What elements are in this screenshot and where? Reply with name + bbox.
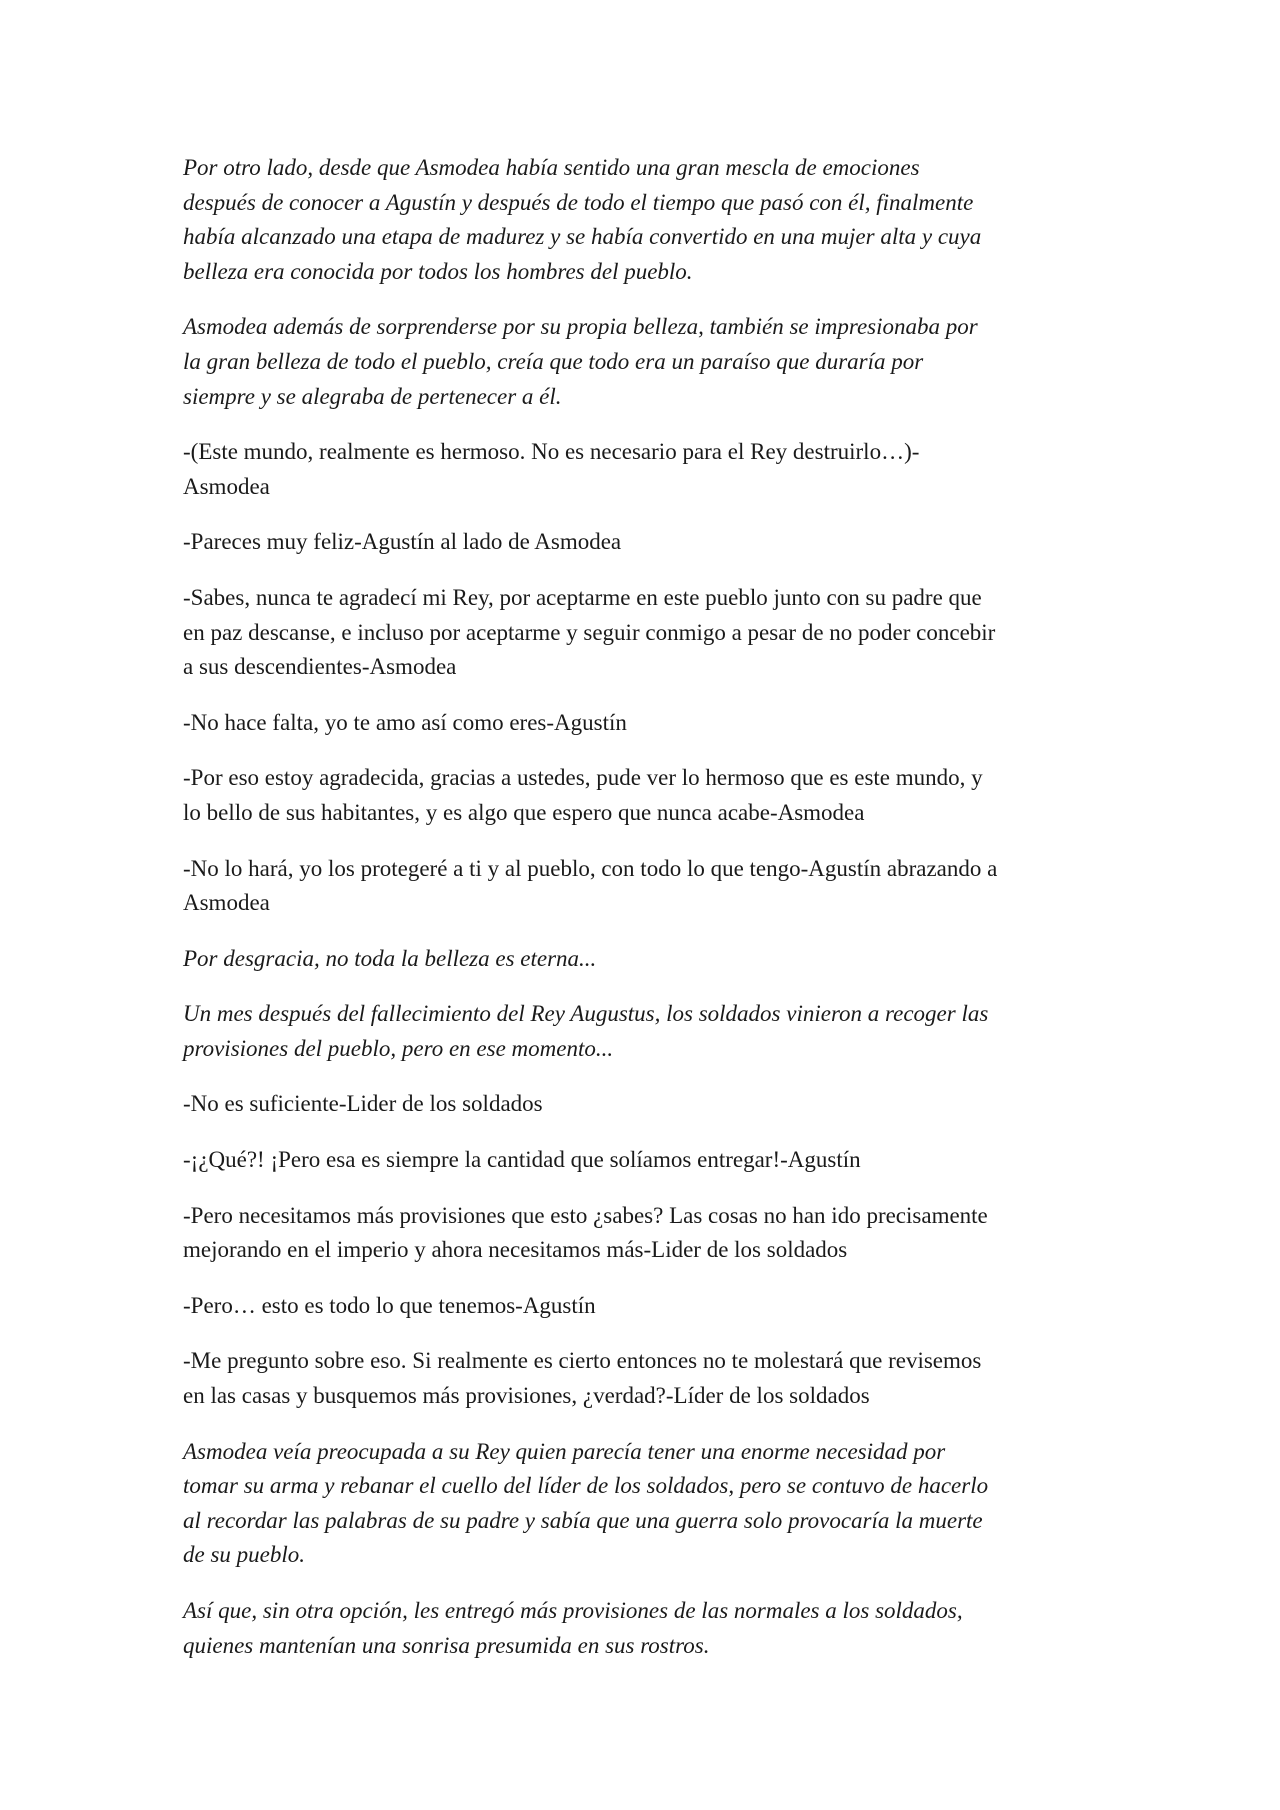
text-line: tomar su arma y rebanar el cuello del líder de los soldados, pero se contuvo de hacerlo (183, 1473, 989, 1499)
dialogue-paragraph (183, 761, 1103, 830)
narration-paragraph (183, 1594, 1103, 1663)
text-line: Asmodea (183, 473, 270, 499)
text-line: de su pueblo. (183, 1542, 306, 1568)
dialogue-paragraph (183, 1087, 1103, 1122)
text-line: siempre y se alegraba de pertenecer a él. (183, 383, 562, 409)
text-line: Por desgracia, no toda la belleza es eterna... (183, 945, 597, 971)
text-line: -Pero necesitamos más provisiones que esto ¿sabes? Las cosas no han ido precisamente (183, 1202, 988, 1228)
text-line: -Sabes, nunca te agradecí mi Rey, por aceptarme en este pueblo junto con su padre que (183, 584, 982, 610)
dialogue-paragraph (183, 525, 1103, 560)
text-line: -(Este mundo, realmente es hermoso. No es necesario para el Rey destruirlo…)- (183, 439, 920, 465)
narration-paragraph (183, 310, 1103, 414)
text-line: -¡¿Qué?! ¡Pero esa es siempre la cantidad que solíamos entregar!-Agustín (183, 1147, 861, 1173)
text-line: Así que, sin otra opción, les entregó más provisiones de las normales a los soldados, (183, 1598, 963, 1623)
dialogue-paragraph (183, 435, 1103, 504)
dialogue-paragraph (183, 1143, 1103, 1178)
text-line: en paz descanse, e incluso por aceptarme y seguir conmigo a pesar de no poder concebir (183, 619, 996, 645)
text-line: -Pero… esto es todo lo que tenemos-Agustín (183, 1292, 596, 1318)
dialogue-paragraph (183, 852, 1103, 921)
dialogue-paragraph (183, 1289, 1103, 1324)
text-line: -No es suficiente-Lider de los soldados (183, 1091, 543, 1117)
narration-paragraph (183, 1435, 1103, 1573)
text-line: Asmodea (183, 890, 270, 916)
text-line: al recordar las palabras de su padre y sabía que una guerra solo provocaría la muerte (183, 1507, 983, 1533)
dialogue-paragraph (183, 1199, 1103, 1268)
text-line: provisiones del pueblo, pero en ese momento... (183, 1035, 614, 1061)
text-line: Por otro lado, desde que Asmodea había sentido una gran mescla de emociones (183, 155, 920, 180)
text-line: a sus descendientes-Asmodea (183, 654, 457, 680)
text-line: -Me pregunto sobre eso. Si realmente es cierto entonces no te molestará que revisemos (183, 1348, 982, 1374)
dialogue-paragraph (183, 706, 1103, 741)
text-line: lo bello de sus habitantes, y es algo que espero que nunca acabe-Asmodea (183, 799, 865, 825)
text-line: la gran belleza de todo el pueblo, creía que todo era un paraíso que duraría por (183, 348, 924, 374)
text-line: había alcanzado una etapa de madurez y se había convertido en una mujer alta y cuya (183, 224, 982, 250)
narration-paragraph (183, 151, 1103, 289)
text-line: -No hace falta, yo te amo así como eres-Agustín (183, 709, 627, 735)
text-line: -Pareces muy feliz-Agustín al lado de Asmodea (183, 529, 622, 555)
text-line: -No lo hará, yo los protegeré a ti y al pueblo, con todo lo que tengo-Agustín abrazando a (183, 855, 998, 881)
narration-paragraph (183, 942, 1103, 977)
text-line: Un mes después del fallecimiento del Rey Augustus, los soldados vinieron a recoger las (183, 1001, 989, 1027)
text-line: belleza era conocida por todos los hombres del pueblo. (183, 258, 693, 284)
dialogue-paragraph (183, 1344, 1103, 1413)
document-page (183, 151, 1103, 1684)
text-line: mejorando en el imperio y ahora necesitamos más-Lider de los soldados (183, 1237, 848, 1263)
text-line: después de conocer a Agustín y después de todo el tiempo que pasó con él, finalmente (183, 189, 974, 215)
text-line: en las casas y busquemos más provisiones, ¿verdad?-Líder de los soldados (183, 1383, 870, 1409)
text-line: -Por eso estoy agradecida, gracias a ustedes, pude ver lo hermoso que es este mundo, y (183, 765, 983, 791)
text-line: Asmodea veía preocupada a su Rey quien parecía tener una enorme necesidad por (183, 1438, 946, 1464)
text-line: Asmodea además de sorprenderse por su propia belleza, también se impresionaba por (183, 314, 978, 340)
narration-paragraph (183, 997, 1103, 1066)
text-line: quienes mantenían una sonrisa presumida en sus rostros. (183, 1632, 710, 1658)
dialogue-paragraph (183, 581, 1103, 685)
